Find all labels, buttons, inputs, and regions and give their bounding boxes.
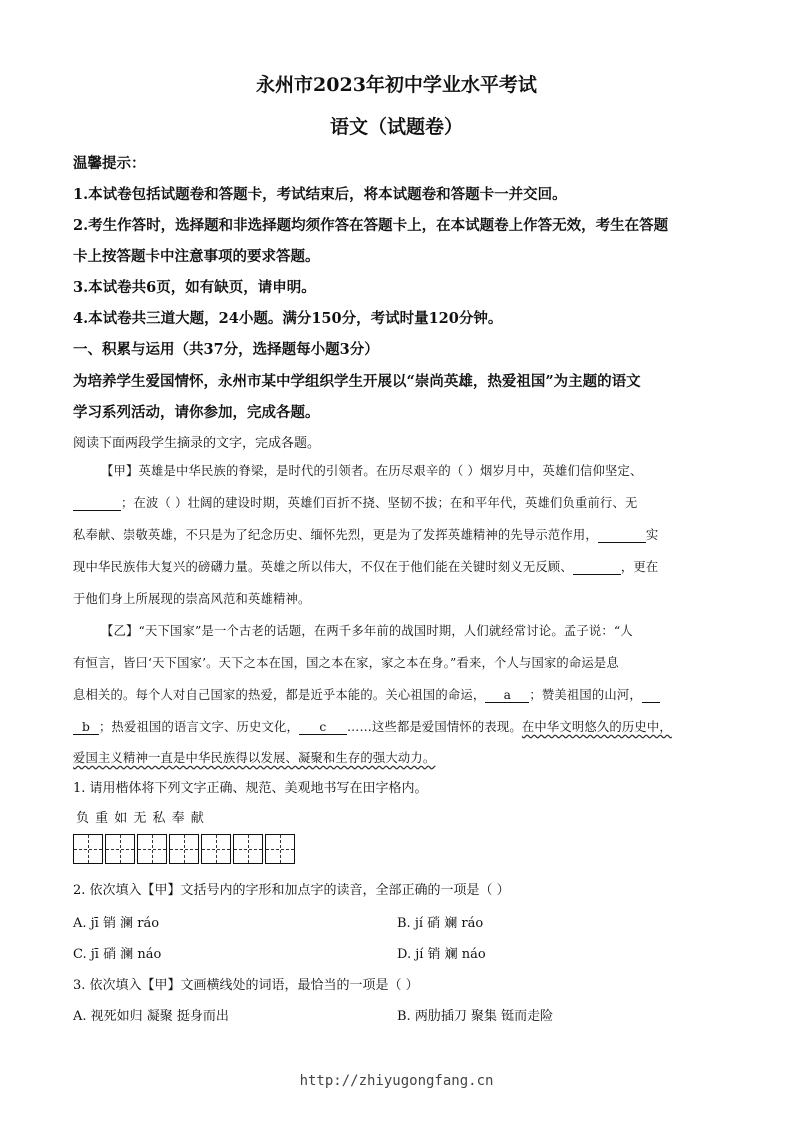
section-intro-line1: 为培养学生爱国情怀，永州市某中学组织学生开展以“崇尚英雄，热爱祖国”为主题的语文 xyxy=(73,373,641,390)
passage-jia-line3: 私奉献、崇敬英雄，不只是为了纪念历史、缅怀先烈，更是为了发挥英雄精神的先导示范作用， 实 xyxy=(73,528,659,542)
passage-yi-line4: b ；热爱祖国的语言文字、历史文化， c ……这些都是爱国情怀的表现。在中华文明悠久的历史中， xyxy=(73,717,672,735)
passage-jia-line4: 现中华民族伟大复兴的磅礴力量。英雄之所以伟大，不仅在于他们能在关键时刻义无反顾、 ，更在 xyxy=(73,560,659,574)
wavy-underlined-text: 在中华文明悠久的历史中， xyxy=(521,720,672,734)
question-3-stem: 3. 依次填入【甲】文画横线处的词语，最恰当的一项是（ ） xyxy=(73,978,419,993)
answer-blank xyxy=(598,528,646,543)
wavy-underlined-text: 爱国主义精神一直是中华民族得以发展、凝聚和生存的强大动力。 xyxy=(73,751,436,765)
answer-blank xyxy=(73,496,121,511)
answer-blank-b: b xyxy=(73,720,99,735)
tip-item-1: 1.本试卷包括试题卷和答题卡，考试结束后，将本试题卷和答题卡一并交回。 xyxy=(73,186,567,203)
tianzige-grid xyxy=(73,834,297,864)
question-2-option-d[interactable]: D. jí 销 斓 náo xyxy=(397,947,486,962)
tips-heading: 温馨提示： xyxy=(73,155,146,172)
tip-item-2-line2: 卡上按答题卡中注意事项的要求答题。 xyxy=(73,248,320,265)
footer-url[interactable]: http://zhiyugongfang.cn xyxy=(299,1073,494,1089)
question-3-option-b[interactable]: B. 两肋插刀 聚集 铤而走险 xyxy=(397,1009,554,1024)
section-intro-line2: 学习系列活动，请你参加，完成各题。 xyxy=(73,404,320,421)
tip-item-4: 4.本试卷共三道大题，24小题。满分150分，考试时量120分钟。 xyxy=(73,310,503,327)
passage-yi-line1: 【乙】“天下国家”是一个古老的话题，在两千多年前的战国时期，人们就经常讨论。孟子说：“人 xyxy=(101,624,633,638)
section-heading: 一、积累与运用（共37分，选择题每小题3分） xyxy=(73,341,379,358)
question-1-stem: 1. 请用楷体将下列文字正确、规范、美观地书写在田字格内。 xyxy=(73,781,428,796)
question-1-chars: 负 重 如 无 私 奉 献 xyxy=(76,811,205,826)
tianzige-cell[interactable] xyxy=(201,834,231,864)
passage-jia-line5: 于他们身上所展现的崇高风范和英雄精神。 xyxy=(73,592,311,606)
tip-item-2-line1: 2.考生作答时，选择题和非选择题均须作答在答题卡上，在本试题卷上作答无效，考生在答题 xyxy=(73,217,669,234)
exam-subtitle: 语文（试题卷） xyxy=(329,116,463,138)
passage-yi-line2: 有恒言，皆曰‘天下国家’。天下之本在国，国之本在家，家之本在身。”看来，个人与国家的命运是息 xyxy=(73,656,619,670)
tianzige-cell[interactable] xyxy=(169,834,199,864)
tianzige-cell[interactable] xyxy=(265,834,295,864)
question-2-option-c[interactable]: C. jī 硝 澜 náo xyxy=(73,947,162,962)
question-3-option-a[interactable]: A. 视死如归 凝聚 挺身而出 xyxy=(73,1009,229,1024)
exam-title: 永州市2023年初中学业水平考试 xyxy=(256,74,537,96)
passage-jia-line1: 【甲】英雄是中华民族的脊梁，是时代的引领者。在历尽艰辛的（ ）烟岁月中，英雄们信仰坚定、 xyxy=(101,464,643,478)
answer-blank xyxy=(573,560,621,575)
answer-blank-c: c xyxy=(299,720,347,735)
passage-yi-line3: 息相关的。每个人对自己国家的热爱，都是近乎本能的。关心祖国的命运， a ；赞美祖国的山河， xyxy=(73,685,660,703)
tip-item-3: 3.本试卷共6页，如有缺页，请申明。 xyxy=(73,279,316,296)
answer-blank xyxy=(642,688,660,703)
tianzige-cell[interactable] xyxy=(233,834,263,864)
tianzige-cell[interactable] xyxy=(137,834,167,864)
tianzige-cell[interactable] xyxy=(73,834,103,864)
passage-yi-line5 xyxy=(73,748,435,766)
question-2-stem: 2. 依次填入【甲】文括号内的字形和加点字的读音，全部正确的一项是（ ） xyxy=(73,883,510,898)
read-instruction: 阅读下面两段学生摘录的文字，完成各题。 xyxy=(73,436,321,451)
answer-blank-a: a xyxy=(485,688,529,703)
tianzige-cell[interactable] xyxy=(105,834,135,864)
question-2-option-b[interactable]: B. jí 硝 斓 ráo xyxy=(397,916,484,931)
passage-jia-line2: ；在波（ ）壮阔的建设时期，英雄们百折不挠、坚韧不拔；在和平年代，英雄们负重前行、无 xyxy=(73,493,637,511)
question-2-option-a[interactable]: A. jī 销 澜 ráo xyxy=(73,916,160,931)
